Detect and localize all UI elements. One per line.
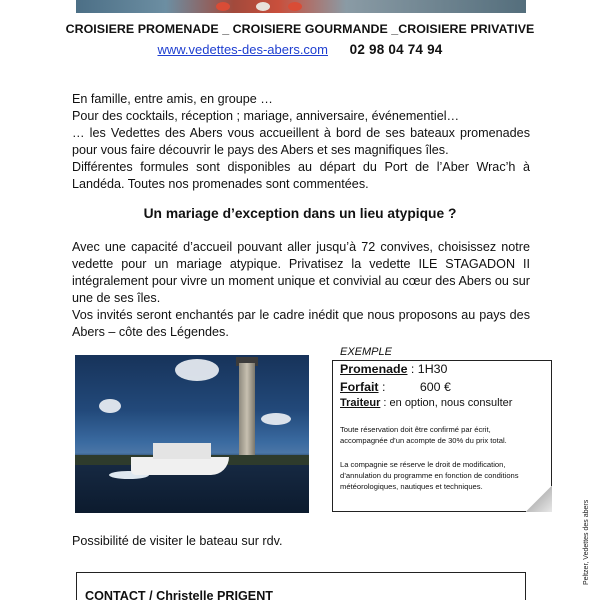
promenade-key: Promenade	[340, 362, 408, 376]
boat-cabin	[153, 443, 211, 459]
contact-line	[0, 42, 600, 57]
forfait-row	[340, 380, 451, 394]
header-photo-detail	[216, 2, 230, 11]
intro-paragraph	[72, 91, 530, 193]
header-photo-strip	[76, 0, 526, 13]
photo-cloud	[175, 359, 219, 381]
photo-cloud	[261, 413, 291, 425]
traiteur-value: : en option, nous consulter	[380, 397, 513, 409]
lighthouse	[239, 363, 255, 463]
website-link[interactable]: www.vedettes-des-abers.com	[157, 42, 328, 57]
contact-label: CONTACT / Christelle PRIGENT	[85, 589, 273, 600]
intro-line: Différentes formules sont disponibles au départ du Port de l’Aber Wrac’h à Landéda. Toutes nos promenades sont commentées.	[72, 160, 530, 191]
boat-hull	[131, 457, 229, 475]
intro-line: … les Vedettes des Abers vous accueillent à bord de ses bateaux promenades pour vous faire découvrir le pays des Abers et ses magnifiques îles.	[72, 126, 530, 157]
promenade-value: : 1H30	[407, 362, 448, 376]
modification-note: La compagnie se réserve le droit de modification, d’annulation du programme en fonction de conditions météorologiques, nautiques et techniques.	[340, 460, 519, 491]
forfait-value: : 600 €	[378, 380, 451, 394]
contact-box	[76, 572, 526, 600]
header-photo-detail	[256, 2, 270, 11]
header-photo-detail	[288, 2, 302, 11]
traiteur-key: Traiteur	[340, 397, 381, 409]
intro-line: En famille, entre amis, en groupe …	[72, 92, 273, 106]
example-label: EXEMPLE	[340, 346, 392, 358]
photo-credit: Peltzer, Vedettes des abers	[583, 499, 590, 585]
wedding-text: Vos invités seront enchantés par le cadre inédit que nous proposons au pays des Abers – côte des Légendes.	[72, 308, 530, 339]
phone-number: 02 98 04 74 94	[349, 42, 443, 57]
visit-note: Possibilité de visiter le bateau sur rdv.	[72, 534, 283, 548]
wedding-paragraph	[72, 239, 530, 341]
intro-line: Pour des cocktails, réception ; mariage, anniversaire, événementiel…	[72, 109, 460, 123]
reservation-note: Toute réservation doit être confirmé par écrit, accompagnée d’un acompte de 30% du prix total.	[340, 425, 507, 445]
wedding-text: Avec une capacité d’accueil pouvant aller jusqu’à 72 convives, choisissez notre vedette pour un mariage atypique. Privatisez la vedette ILE STAGADON II intégralement pour vivre un moment unique et convivial au cœur des Abers ou sur une de ses îles.	[72, 240, 530, 305]
forfait-key: Forfait	[340, 380, 379, 394]
boat-lighthouse-photo	[75, 355, 309, 513]
wedding-heading: Un mariage d’exception dans un lieu atypique ?	[143, 206, 457, 221]
photo-cloud	[99, 399, 121, 413]
traiteur-row	[340, 397, 512, 409]
cruise-types-heading: CROISIERE PROMENADE _ CROISIERE GOURMANDE _CROISIERE PRIVATIVE	[65, 22, 535, 36]
promenade-row	[340, 362, 447, 376]
